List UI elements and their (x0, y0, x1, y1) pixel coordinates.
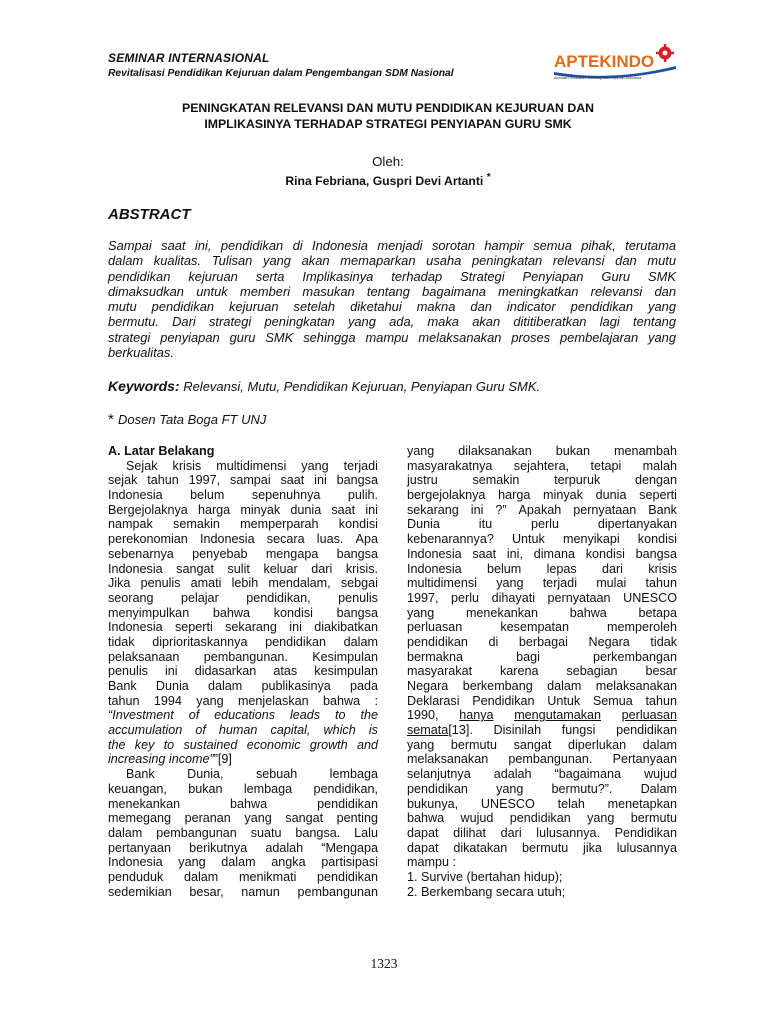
abstract-line: mutu pendidikan kejuruan setelah diketahui makna dan indicator pendidikan yang (108, 299, 676, 315)
keywords (108, 378, 540, 394)
text-line: keuangan, bukan lembaga pendidikan, (108, 781, 378, 796)
abstract-line: berkualitas. (108, 345, 174, 361)
text-line: “Investment of educations leads to the (108, 708, 378, 723)
text-line: perluasan kesempatan memperoleh (407, 620, 677, 635)
text-line: Jika penulis amati lebih mendalam, sebgai (108, 576, 378, 591)
abstract-heading: ABSTRACT (108, 206, 191, 223)
authors (108, 172, 668, 188)
logo-subtext: Asosiasi Pendidikan Teknologi dan Kejuruan Indonesia (554, 76, 642, 80)
text-line: Indonesia yang dalam angka partisipasi (108, 855, 378, 870)
text-line: yang dilaksanakan bukan menambah (407, 444, 677, 458)
text-line: sekarang ini ?” Apakah pernyataan Bank (407, 502, 677, 517)
logo-text: APTEKINDO (554, 52, 655, 71)
text-line: Negara berkembang dalam melaksanakan (407, 679, 677, 693)
text-line: the key to sustained economic growth and (108, 737, 378, 752)
author-names: Rina Febriana, Guspri Devi Artanti (285, 174, 484, 189)
text-line: Deklarasi Pendidikan Untuk Semua tahun (407, 693, 677, 708)
text-line: pertanyaan berikutnya adalah “Mengapa (108, 840, 378, 855)
text-line: tidak diprioritaskannya pendidikan dalam (108, 634, 378, 649)
text-line: seorang pelajar pendidikan, penulis (108, 590, 378, 605)
keywords-label: Keywords: (108, 378, 180, 394)
text-line: penulis ini didasarkan atas kesimpulan (108, 664, 378, 679)
paper-title (108, 100, 668, 132)
seminar-title: SEMINAR INTERNASIONAL (108, 51, 270, 65)
text-line: Bergejolaknya harga minyak dunia saat ini (108, 502, 378, 517)
abstract-line: strategi penyiapan guru SMK sehingga mampu melaksanakan proses pembelajaran yang (108, 329, 676, 345)
text-line: pendidikan yang bermutu?”. Dalam (407, 781, 677, 796)
text-line: selanjutnya adalah “bagaimana wujud (407, 767, 677, 782)
text-line: bukunya, UNESCO telah menetapkan (407, 796, 677, 811)
title-line: PENINGKATAN RELEVANSI DAN MUTU PENDIDIKAN KEJURUAN DAN (182, 101, 594, 115)
text-line: menyimpulkan bahwa kondisi bangsa (108, 605, 378, 620)
abstract-body (108, 238, 676, 360)
abstract-line: dimaksudkan untuk memberi masukan tentang bagaimana meningkatkan relevansi dan (108, 283, 676, 299)
text-line: Bank Dunia, sebuah lembaga (126, 767, 378, 782)
abstract-line: bermutu. Dari strategi peningkatan yang ada, maka akan dititiberatkan lagi tentang (108, 314, 676, 330)
abstract-line: Sampai saat ini, pendidikan di Indonesia menjadi sorotan hampir semua pihak, terutama (108, 238, 676, 253)
text-line: bergejolaknya harga minyak dunia seperti (407, 488, 677, 503)
text-line: 2. Berkembang secara utuh; (407, 884, 566, 899)
text-line: 1997, perlu dihayati pernyataan UNESCO (407, 590, 677, 605)
text-line: 1990, hanya mengutamakan perluasan (407, 708, 677, 723)
text-line: Dunia itu perlu dipertanyakan (407, 517, 677, 532)
text-line: Indonesia seperti sekarang ini diakibatkan (108, 620, 378, 635)
seminar-subtitle: Revitalisasi Pendidikan Kejuruan dalam Pengembangan SDM Nasional (108, 68, 454, 79)
text-line: Indonesia belum sepenuhnya pulih. (108, 488, 378, 503)
text-line: memegang peranan yang sangat penting (108, 811, 378, 826)
text-line: perekonomian Indonesia secara luas. Apa (108, 532, 378, 547)
text-line: A. Latar Belakang (108, 444, 215, 458)
text-line: dapat dilihat dari lulusannya. Pendidikan (407, 825, 677, 840)
text-line: dapat dikatakan bermutu jika lulusannya (407, 840, 677, 855)
text-line: dalam pembangunan suatu bangsa. Lalu (108, 825, 378, 840)
text-line: yang menekankan bahwa betapa (407, 605, 677, 620)
text-line: semata[13]. Disinilah fungsi pendidikan (407, 723, 677, 738)
text-line: masyarakatnya sejahtera, tetapi malah (407, 458, 677, 473)
text-line: Bank Dunia dalam publikasinya pada (108, 679, 378, 693)
text-line: Indonesia sangat sulit keluar dari krisis. (108, 561, 378, 576)
abstract-line: dalam kualitas. Tulisan yang akan memaparkan usaha peningkatan relevansi dan mutu (108, 253, 676, 269)
text-line: masyarakat karena sebagian besar (407, 664, 677, 679)
text-line: nampak semakin memperparah kondisi (108, 517, 378, 532)
text-line: increasing income””[9] (108, 752, 232, 767)
text-line: accumulation of human capital, which is (108, 723, 378, 738)
text-line: sedemikian besar, namun pembangunan (108, 884, 378, 899)
left-column (108, 444, 378, 899)
text-line: penduduk dalam menikmati pendidikan (108, 869, 378, 884)
text-line: pendidikan di berbagai Negara tidak (407, 634, 677, 649)
right-column (407, 444, 677, 899)
text-line: 1. Survive (bertahan hidup); (407, 869, 563, 884)
text-line: Sejak krisis multidimensi yang terjadi (126, 458, 378, 473)
text-line: yang bermutu sangat diperlukan dalam (407, 737, 677, 752)
keywords-text: Relevansi, Mutu, Pendidikan Kejuruan, Penyiapan Guru SMK. (179, 379, 541, 394)
text-line: menekankan bahwa pendidikan (108, 796, 378, 811)
text-line: multidimensi yang terjadi mulai tahun (407, 576, 677, 591)
text-line: pelaksanaan pembangunan. Kesimpulan (108, 649, 378, 664)
text-line: bahwa wujud pendidikan yang bermutu (407, 811, 677, 826)
text-line: kebenarannya? Untuk menyikapi kondisi (407, 532, 677, 547)
text-line: tahun 1994 yang menjelaskan bahwa : (108, 693, 378, 708)
gear-icon (656, 44, 674, 62)
text-line: mampu : (407, 855, 456, 870)
affiliation-note (108, 411, 266, 428)
text-line: bermakna bagi perkembangan (407, 649, 677, 664)
aptekindo-logo (552, 42, 682, 82)
text-line: justru semakin terpuruk dengan (407, 473, 677, 488)
author-asterisk: * (486, 172, 491, 183)
title-line: IMPLIKASINYA TERHADAP STRATEGI PENYIAPAN GURU SMK (204, 117, 572, 131)
text-line: Indonesia saat ini, dimana kondisi bangsa (407, 546, 677, 561)
text-line: melaksanakan pembangunan. Pertanyaan (407, 752, 677, 767)
text-line: Indonesia belum lepas dari krisis (407, 561, 677, 576)
abstract-line: pendidikan kejuruan serta Implikasinya terhadap Strategi Penyiapan Guru SMK (108, 268, 676, 284)
oleh-label: Oleh: (372, 154, 404, 169)
text-line: sejak tahun 1997, sampai saat ini bangsa (108, 473, 378, 488)
text-line: sebenarnya penyebab mengapa bangsa (108, 546, 378, 561)
affiliation-text: Dosen Tata Boga FT UNJ (118, 412, 267, 427)
affiliation-asterisk: * (108, 411, 119, 428)
page-number: 1323 (370, 956, 398, 971)
